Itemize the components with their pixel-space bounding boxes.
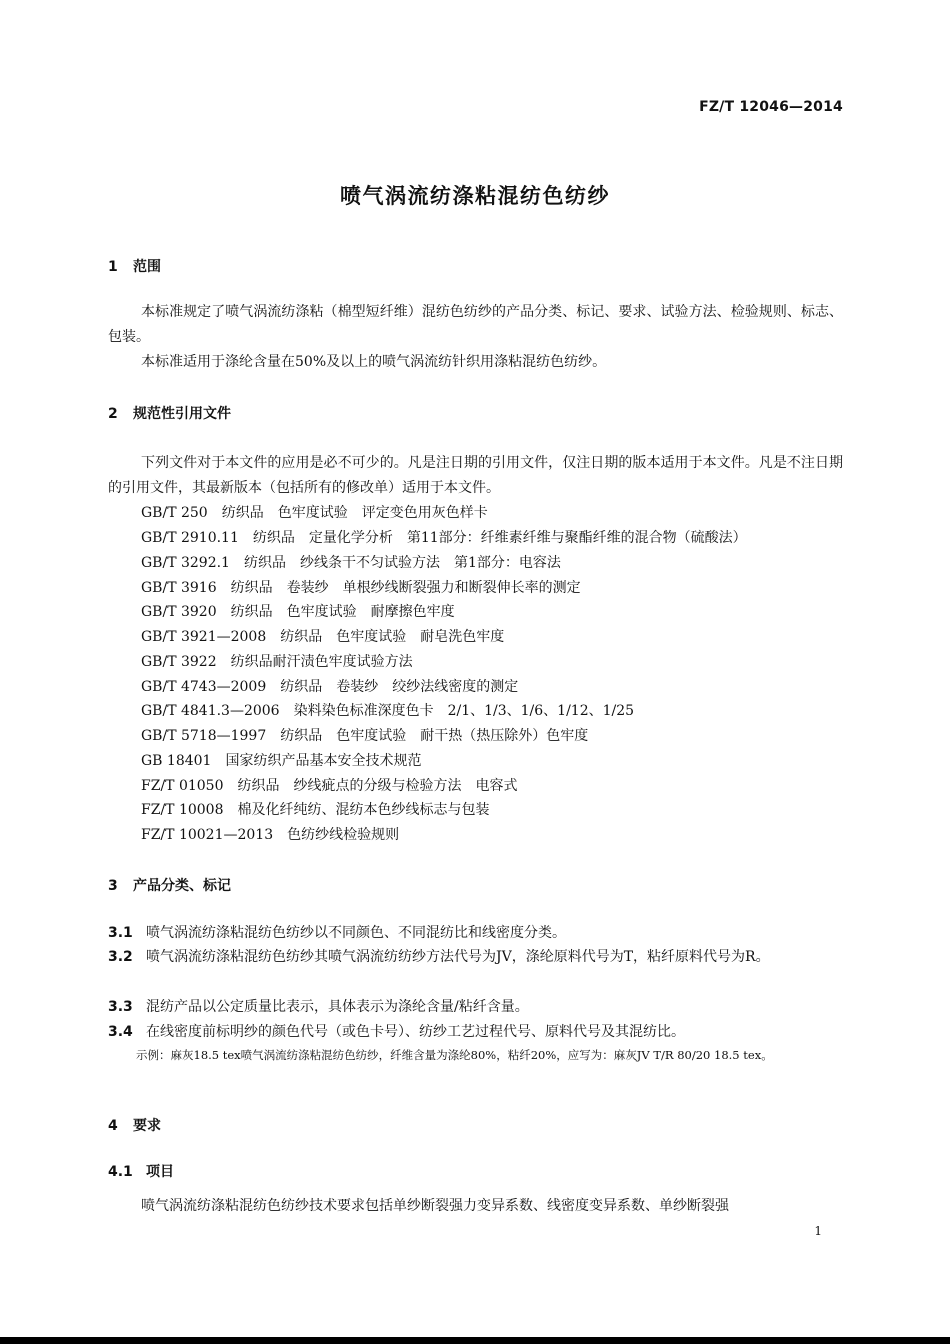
section-number: 4: [108, 1118, 118, 1134]
reference-item: FZ/T 01050 纺织品 纱线疵点的分级与检验方法 电容式: [141, 778, 518, 794]
references-intro: 下列文件对于本文件的应用是必不可少的。凡是注日期的引用文件，仅注日期的版本适用于本文件。凡是不注日期的引用文件，其最新版本（包括所有的修改单）适用于本文件。: [108, 455, 843, 496]
example-note: 示例：麻灰18.5 tex喷气涡流纺涤粘混纺色纺纱，纤维含量为涤纶80%，粘纤20%，应写为：麻灰JV T/R 80/20 18.5 tex。: [136, 1048, 773, 1062]
document-title: 喷气涡流纺涤粘混纺色纺纱: [340, 184, 610, 208]
section-number: 1: [108, 259, 118, 275]
section-number: 4.1: [108, 1164, 133, 1180]
reference-item: GB/T 5718—1997 纺织品 色牢度试验 耐干热（热压除外）色牢度: [141, 728, 589, 744]
clause-3-2: [108, 945, 843, 970]
clause-3-1: [108, 921, 843, 946]
section-heading-references: [108, 403, 231, 423]
bottom-border: [0, 1337, 950, 1344]
standard-code: FZ/T 12046—2014: [699, 99, 843, 115]
clause-3-3: [108, 995, 843, 1020]
section-number: 2: [108, 406, 118, 422]
reference-item: GB/T 3292.1 纺织品 纱线条干不匀试验方法 第1部分：电容法: [141, 555, 561, 571]
reference-item: FZ/T 10021—2013 色纺纱线检验规则: [141, 827, 400, 843]
reference-item: GB/T 2910.11 纺织品 定量化学分析 第11部分：纤维素纤维与聚酯纤维的混合物（硫酸法）: [141, 530, 747, 546]
reference-item: GB 18401 国家纺织产品基本安全技术规范: [141, 753, 422, 769]
section-heading-requirements: [108, 1115, 161, 1135]
clause-number: 3.2: [108, 949, 133, 965]
clause-number: 3.3: [108, 999, 133, 1015]
section-title: 要求: [133, 1118, 161, 1134]
section-heading-scope: [108, 256, 161, 276]
clause-text: 在线密度前标明纱的颜色代号（或色卡号）、纺纱工艺过程代号、原料代号及其混纺比。: [146, 1024, 685, 1040]
reference-item: GB/T 4841.3—2006 染料染色标准深度色卡 2/1、1/3、1/6、1/12、1/25: [141, 703, 635, 719]
reference-item: FZ/T 10008 棉及化纤纯纺、混纺本色纱线标志与包装: [141, 802, 490, 818]
scope-paragraph-2: 本标准适用于涤纶含量在50%及以上的喷气涡流纺针织用涤粘混纺色纺纱。: [141, 354, 607, 370]
section-title: 规范性引用文件: [133, 406, 231, 422]
clause-text: 混纺产品以公定质量比表示，具体表示为涤纶含量/粘纤含量。: [146, 999, 529, 1015]
reference-item: GB/T 3921—2008 纺织品 色牢度试验 耐皂洗色牢度: [141, 629, 505, 645]
clause-text: 喷气涡流纺涤粘混纺色纺纱其喷气涡流纺纺纱方法代号为JV，涤纶原料代号为T，粘纤原料代号为R。: [146, 949, 770, 965]
reference-item: GB/T 3922 纺织品耐汗渍色牢度试验方法: [141, 654, 413, 670]
section-heading-classification: [108, 875, 231, 895]
clause-3-4: [108, 1020, 843, 1045]
requirements-paragraph: 喷气涡流纺涤粘混纺色纺纱技术要求包括单纱断裂强力变异系数、线密度变异系数、单纱断裂强: [141, 1198, 729, 1214]
clause-text: 喷气涡流纺涤粘混纺色纺纱以不同颜色、不同混纺比和线密度分类。: [146, 925, 566, 941]
clause-number: 3.4: [108, 1024, 133, 1040]
scope-paragraph-1: 本标准规定了喷气涡流纺涤粘（棉型短纤维）混纺色纺纱的产品分类、标记、要求、试验方法、检验规则、标志、包装。: [108, 304, 843, 345]
section-number: 3: [108, 878, 118, 894]
reference-item: GB/T 3920 纺织品 色牢度试验 耐摩擦色牢度: [141, 604, 455, 620]
reference-item: GB/T 4743—2009 纺织品 卷装纱 绞纱法线密度的测定: [141, 679, 519, 695]
section-title: 产品分类、标记: [133, 878, 231, 894]
reference-item: GB/T 250 纺织品 色牢度试验 评定变色用灰色样卡: [141, 505, 488, 521]
subsection-heading-items: [108, 1161, 174, 1181]
section-title: 范围: [133, 259, 161, 275]
page-number: 1: [814, 1224, 822, 1238]
section-title: 项目: [146, 1164, 174, 1180]
reference-item: GB/T 3916 纺织品 卷装纱 单根纱线断裂强力和断裂伸长率的测定: [141, 580, 581, 596]
clause-number: 3.1: [108, 925, 133, 941]
